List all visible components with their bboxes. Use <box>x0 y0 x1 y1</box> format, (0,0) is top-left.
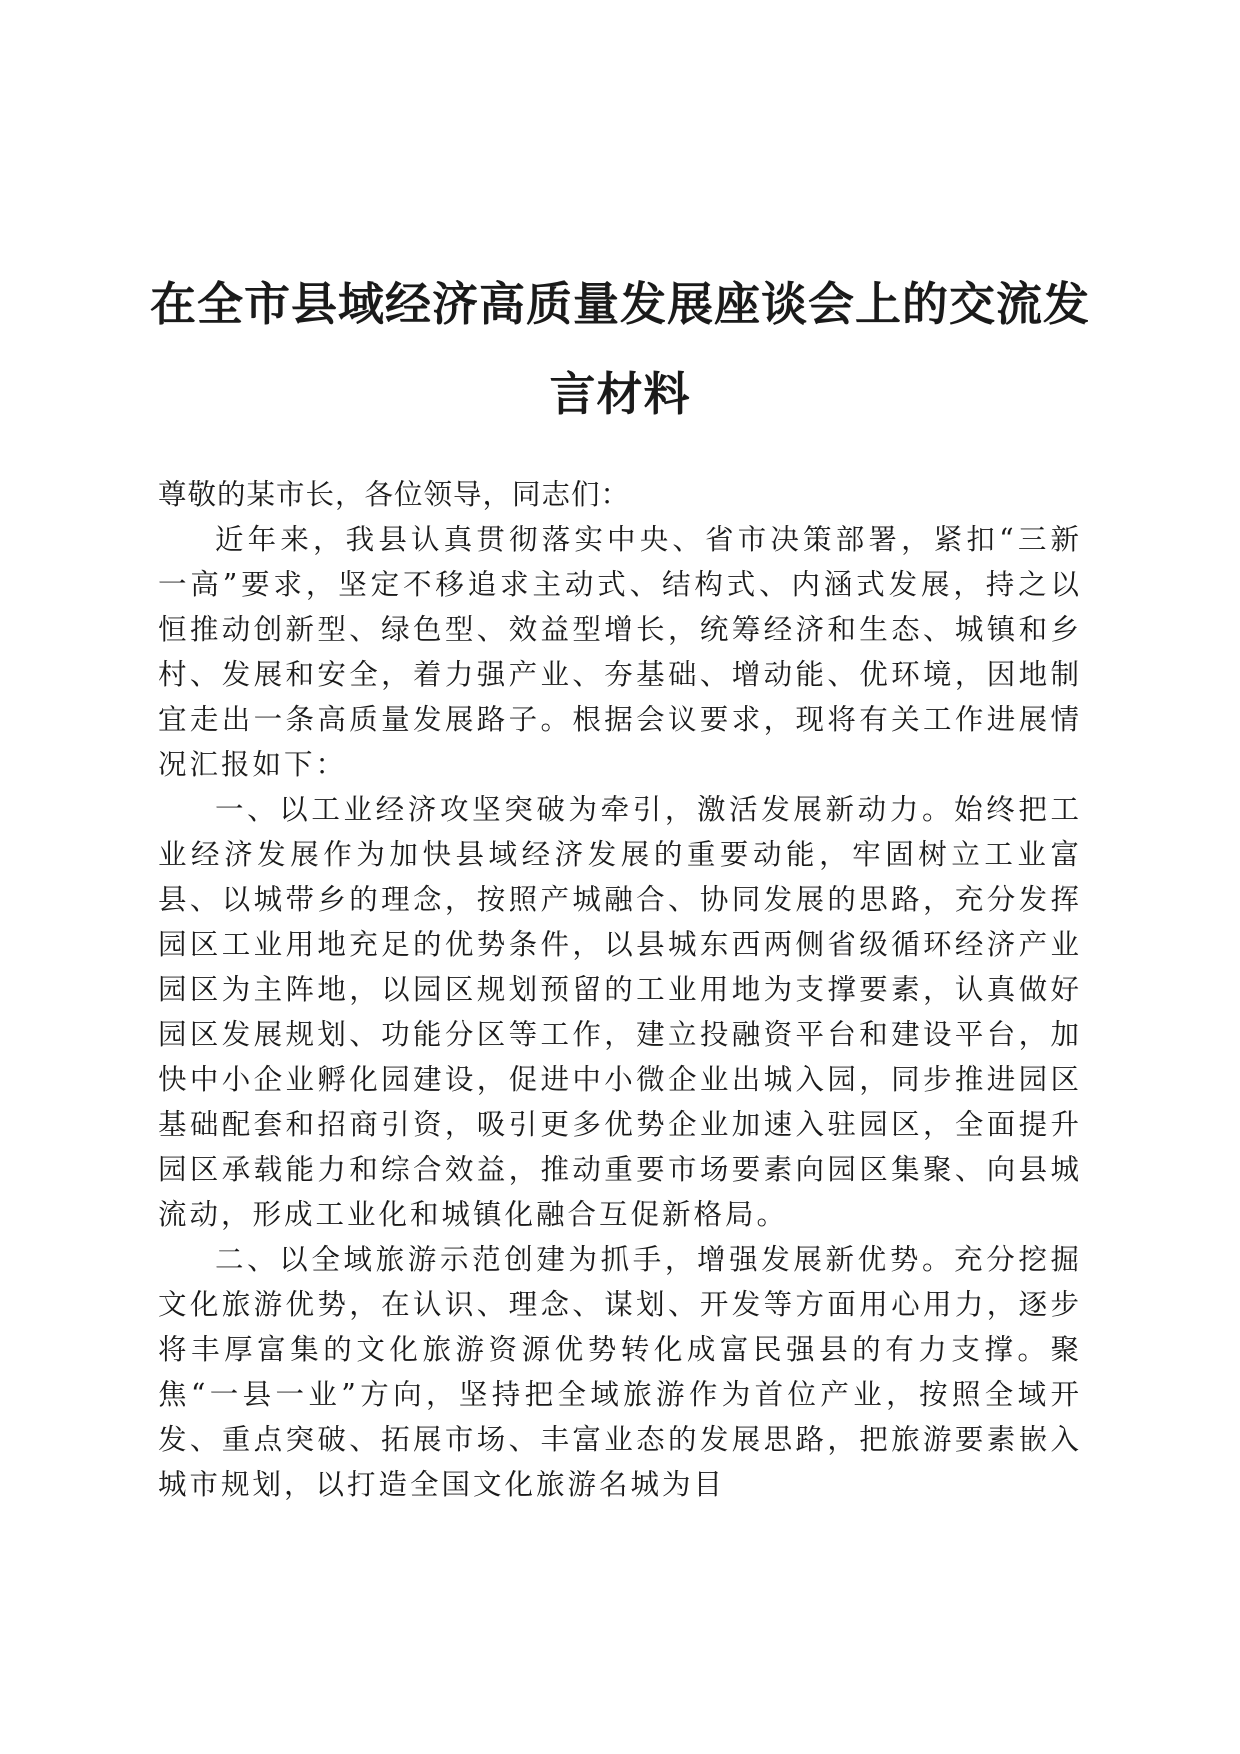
document-body <box>158 472 1082 1507</box>
paragraph-tourism: 二、以全域旅游示范创建为抓手，增强发展新优势。充分挖掘文化旅游优势，在认识、理念、谋划、开发等方面用心用力，逐步将丰厚富集的文化旅游资源优势转化成富民强县的有力支撑。聚焦“一县一业”方向，坚持把全域旅游作为首位产业，按照全域开发、重点突破、拓展市场、丰富业态的发展思路，把旅游要素嵌入城市规划，以打造全国文化旅游名城为目 <box>158 1243 1082 1501</box>
title-line-1: 在全市县域经济高质量发展座谈会上的交流发 <box>150 276 1090 331</box>
title-line-2: 言材料 <box>549 366 691 421</box>
salutation: 尊敬的某市长，各位领导，同志们： <box>158 478 631 511</box>
paragraph-intro: 近年来，我县认真贯彻落实中央、省市决策部署，紧扣“三新一高”要求，坚定不移追求主动式、结构式、内涵式发展，持之以恒推动创新型、绿色型、效益型增长，统筹经济和生态、城镇和乡村、发展和安全，着力强产业、夯基础、增动能、优环境，因地制宜走出一条高质量发展路子。根据会议要求，现将有关工作进展情况汇报如下： <box>158 523 1082 781</box>
document-title <box>150 259 1090 439</box>
paragraph-industry: 一、以工业经济攻坚突破为牵引，激活发展新动力。始终把工业经济发展作为加快县域经济发展的重要动能，牢固树立工业富县、以城带乡的理念，按照产城融合、协同发展的思路，充分发挥园区工业用地充足的优势条件，以县城东西两侧省级循环经济产业园区为主阵地，以园区规划预留的工业用地为支撑要素，认真做好园区发展规划、功能分区等工作，建立投融资平台和建设平台，加快中小企业孵化园建设，促进中小微企业出城入园，同步推进园区基础配套和招商引资，吸引更多优势企业加速入驻园区，全面提升园区承载能力和综合效益，推动重要市场要素向园区集聚、向县城流动，形成工业化和城镇化融合互促新格局。 <box>158 793 1082 1231</box>
